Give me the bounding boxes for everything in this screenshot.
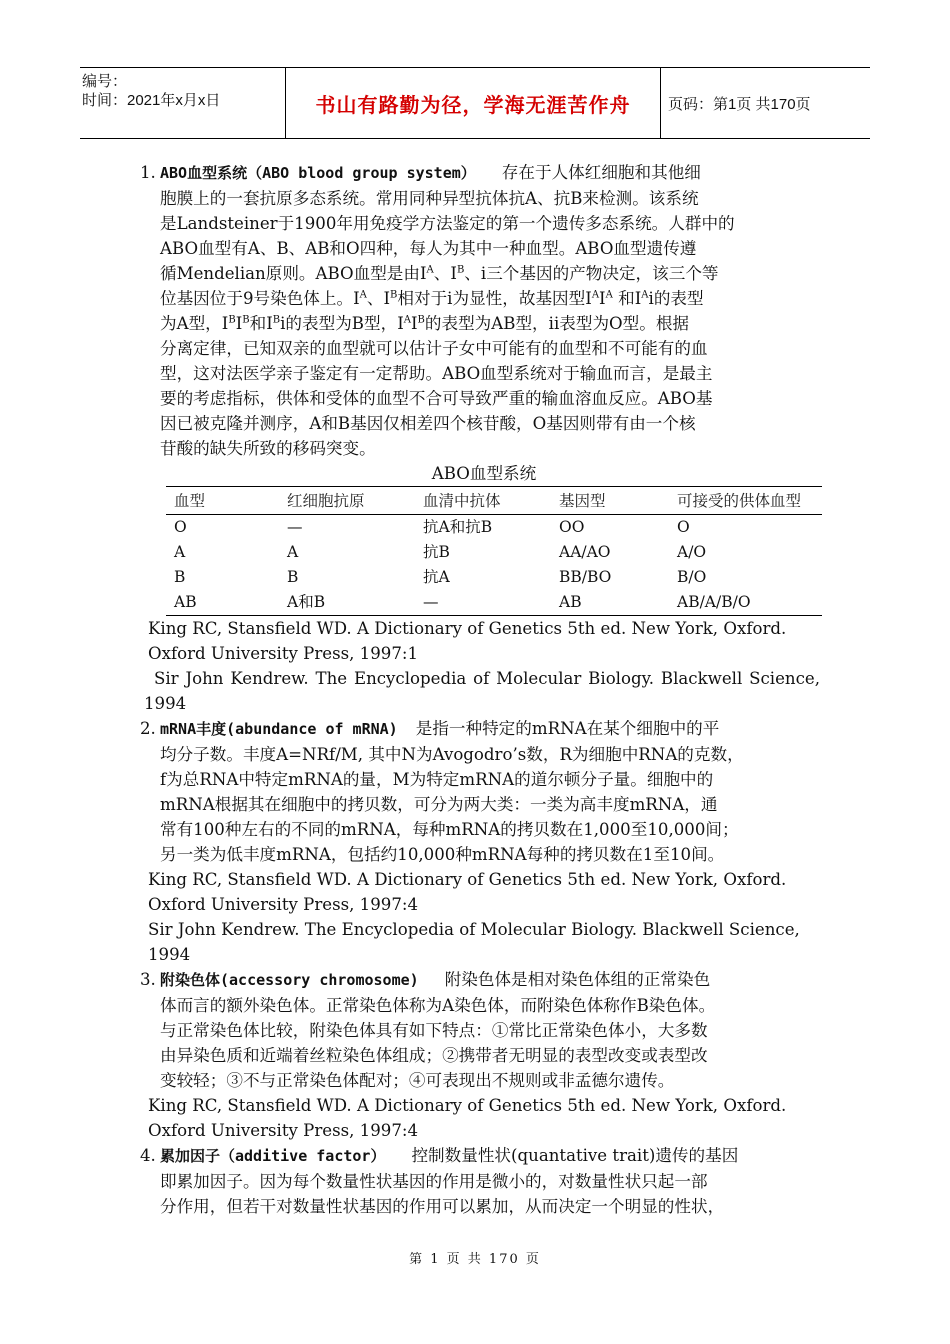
entry-line: 常有100种左右的不同的mRNA，每种mRNA的拷贝数在1,000至10,000间； (160, 820, 739, 839)
entry-text: 控制数量性状(quantative trait)遗传的基因 (411, 1146, 739, 1165)
entry-line: mRNA根据其在细胞中的拷贝数，可分为两大类：一类为高丰度mRNA，通 (160, 795, 718, 814)
reference-line: King RC, Stansfield WD. A Dictionary of Genetics 5th ed. New York, Oxford. (148, 619, 787, 638)
table-row (166, 515, 822, 541)
table-cell: AB (551, 590, 669, 616)
table-cell: 抗B (423, 543, 450, 561)
column-header: 血清中抗体 (415, 487, 551, 515)
table-cell: OO (559, 518, 585, 536)
table-cell: B (287, 568, 299, 586)
table-cell: A (174, 543, 186, 561)
table-cell: A (287, 543, 299, 561)
entry-line: 另一类为低丰度mRNA，包括约10,000种mRNA每种的拷贝数在1至10间。 (160, 845, 725, 864)
reference-line: 1994 (148, 945, 191, 964)
entry-line: 分作用，但若干对数量性状基因的作用可以累加，从而决定一个明显的性状， (160, 1197, 725, 1216)
entry-text: 存在于人体红细胞和其他细 (501, 163, 701, 182)
table-cell: AB/A/B/O (669, 590, 822, 616)
table-cell: A/O (677, 543, 707, 561)
table-row (166, 540, 822, 565)
column-header: 血型 (166, 487, 279, 515)
entry-line: 位基因位于9号染色体上。$I^A$、$I^B$相对于i为显性，故基因型$I^AI^A$ 和$I^Ai$的表型 (160, 289, 704, 308)
entry-text: 附染色体是相对染色体组的正常染色 (444, 970, 711, 989)
table-cell: A和B (279, 590, 415, 616)
entry-abo (140, 160, 820, 461)
date-label: 时间：2021年x月x日 (82, 92, 221, 109)
entry-mrna-abundance (140, 716, 820, 867)
table-cell: B/O (677, 568, 707, 586)
entry-line: 要的考虑指标，供体和受体的血型不合可导致严重的输血溶血反应。ABO基 (160, 389, 713, 408)
reference-line: Oxford University Press, 1997:4 (148, 1121, 419, 1140)
table-header-row (166, 487, 822, 515)
table-cell: B (174, 568, 186, 586)
entry-line: 因已被克隆并测序，A和B基因仅相差四个核苷酸，O基因则带有由一个核 (160, 414, 696, 433)
entry-term: mRNA丰度(abundance of mRNA) (160, 720, 398, 738)
entry-line: 苷酸的缺失所致的移码突变。 (160, 439, 376, 458)
entry-number: 4. (140, 1146, 156, 1165)
table-row (166, 565, 822, 590)
column-header: 基因型 (551, 487, 669, 515)
code-label: 编号： (82, 73, 128, 90)
entry-line: 体而言的额外染色体。正常染色体称为A染色体，而附染色体称作B染色体。 (160, 996, 716, 1015)
table-cell: AA/AO (559, 543, 611, 561)
entry-line: 是Landsteiner于1900年用免疫学方法鉴定的第一个遗传多态系统。人群中的 (160, 214, 735, 233)
entry-number: 3. (140, 970, 156, 989)
entry-accessory-chromosome (140, 967, 820, 1093)
table-cell: O (677, 518, 690, 536)
table-title: ABO血型系统 (431, 464, 537, 483)
table-cell: O (174, 518, 187, 536)
entry-term: 附染色体(accessory chromosome) (160, 971, 419, 989)
table-cell: 抗A (423, 568, 450, 586)
reference-line: King RC, Stansfield WD. A Dictionary of Genetics 5th ed. New York, Oxford. (148, 870, 787, 889)
table-cell: AB (166, 590, 279, 616)
entry-number: 1. (140, 163, 156, 182)
reference-line: 1994 (144, 694, 187, 713)
table-row (166, 590, 822, 616)
reference-line: Sir John Kendrew. The Encyclopedia of Molecular Biology. Blackwell Science, (154, 669, 820, 688)
entry-additive-factor (140, 1143, 820, 1219)
header-motto: 书山有路勤为径，学海无涯苦作舟 (315, 92, 631, 117)
column-header: 可接受的供体血型 (669, 487, 822, 515)
table-cell: BB/BO (559, 568, 612, 586)
entry-line: 由异染色质和近端着丝粒染色体组成；②携带者无明显的表型改变或表型改 (160, 1046, 708, 1065)
entry-number: 2. (140, 719, 156, 738)
column-header: 红细胞抗原 (279, 487, 415, 515)
header-divider (660, 68, 661, 138)
entry-line: 循Mendelian原则。ABO血型是由$I^A$、$I^B$、i三个基因的产物决定，该三个等 (160, 264, 719, 283)
document-body (140, 160, 820, 1219)
reference-line: Oxford University Press, 1997:1 (148, 644, 419, 663)
entry-line: 胞膜上的一套抗原多态系统。常用同种异型抗体抗A、抗B来检测。该系统 (160, 189, 699, 208)
table-cell: — (415, 590, 551, 616)
page-footer: 第 1 页 共 170 页 (409, 1252, 541, 1267)
entry-term: ABO血型系统（ABO blood group system） (160, 164, 476, 182)
table-cell: — (287, 518, 303, 536)
entry-term: 累加因子（additive factor） (160, 1147, 386, 1165)
reference-line: Sir John Kendrew. The Encyclopedia of Molecular Biology. Blackwell Science, (148, 920, 800, 939)
reference-line: Oxford University Press, 1997:4 (148, 895, 419, 914)
entry-line: 与正常染色体比较，附染色体具有如下特点：①常比正常染色体小，大多数 (160, 1021, 708, 1040)
entry-line: 型，这对法医学亲子鉴定有一定帮助。ABO血型系统对于输血而言，是最主 (160, 364, 713, 383)
page-header (80, 67, 870, 139)
entry-line: 分离定律，已知双亲的血型就可以估计子女中可能有的血型和不可能有的血 (160, 339, 708, 358)
abo-table (166, 486, 822, 616)
entry-text: 是指一种特定的mRNA在某个细胞中的平 (415, 719, 720, 738)
header-meta (82, 72, 282, 110)
entry-line: ABO血型有A、B、AB和O四种，每人为其中一种血型。ABO血型遗传遵 (160, 239, 697, 258)
entry-line: 变较轻；③不与正常染色体配对；④可表现出不规则或非孟德尔遗传。 (160, 1071, 675, 1090)
reference-line: King RC, Stansfield WD. A Dictionary of Genetics 5th ed. New York, Oxford. (148, 1096, 787, 1115)
entry-line: 即累加因子。因为每个数量性状基因的作用是微小的，对数量性状只起一部 (160, 1172, 708, 1191)
entry-line: f为总RNA中特定mRNA的量，M为特定mRNA的道尔顿分子量。细胞中的 (160, 770, 714, 789)
entry-line: 为A型，$I^BI^B$和$I^Bi$的表型为B型，$I^AI^B$的表型为AB型，ii表型为O型。根据 (160, 314, 690, 333)
table-cell: 抗A和抗B (423, 518, 493, 536)
entry-line: 均分子数。丰度A=NRf/M, 其中N为Avogodro’s数，R为细胞中RNA的克数， (160, 745, 744, 764)
page-info: 页码：第1页 共170页 (668, 95, 811, 113)
